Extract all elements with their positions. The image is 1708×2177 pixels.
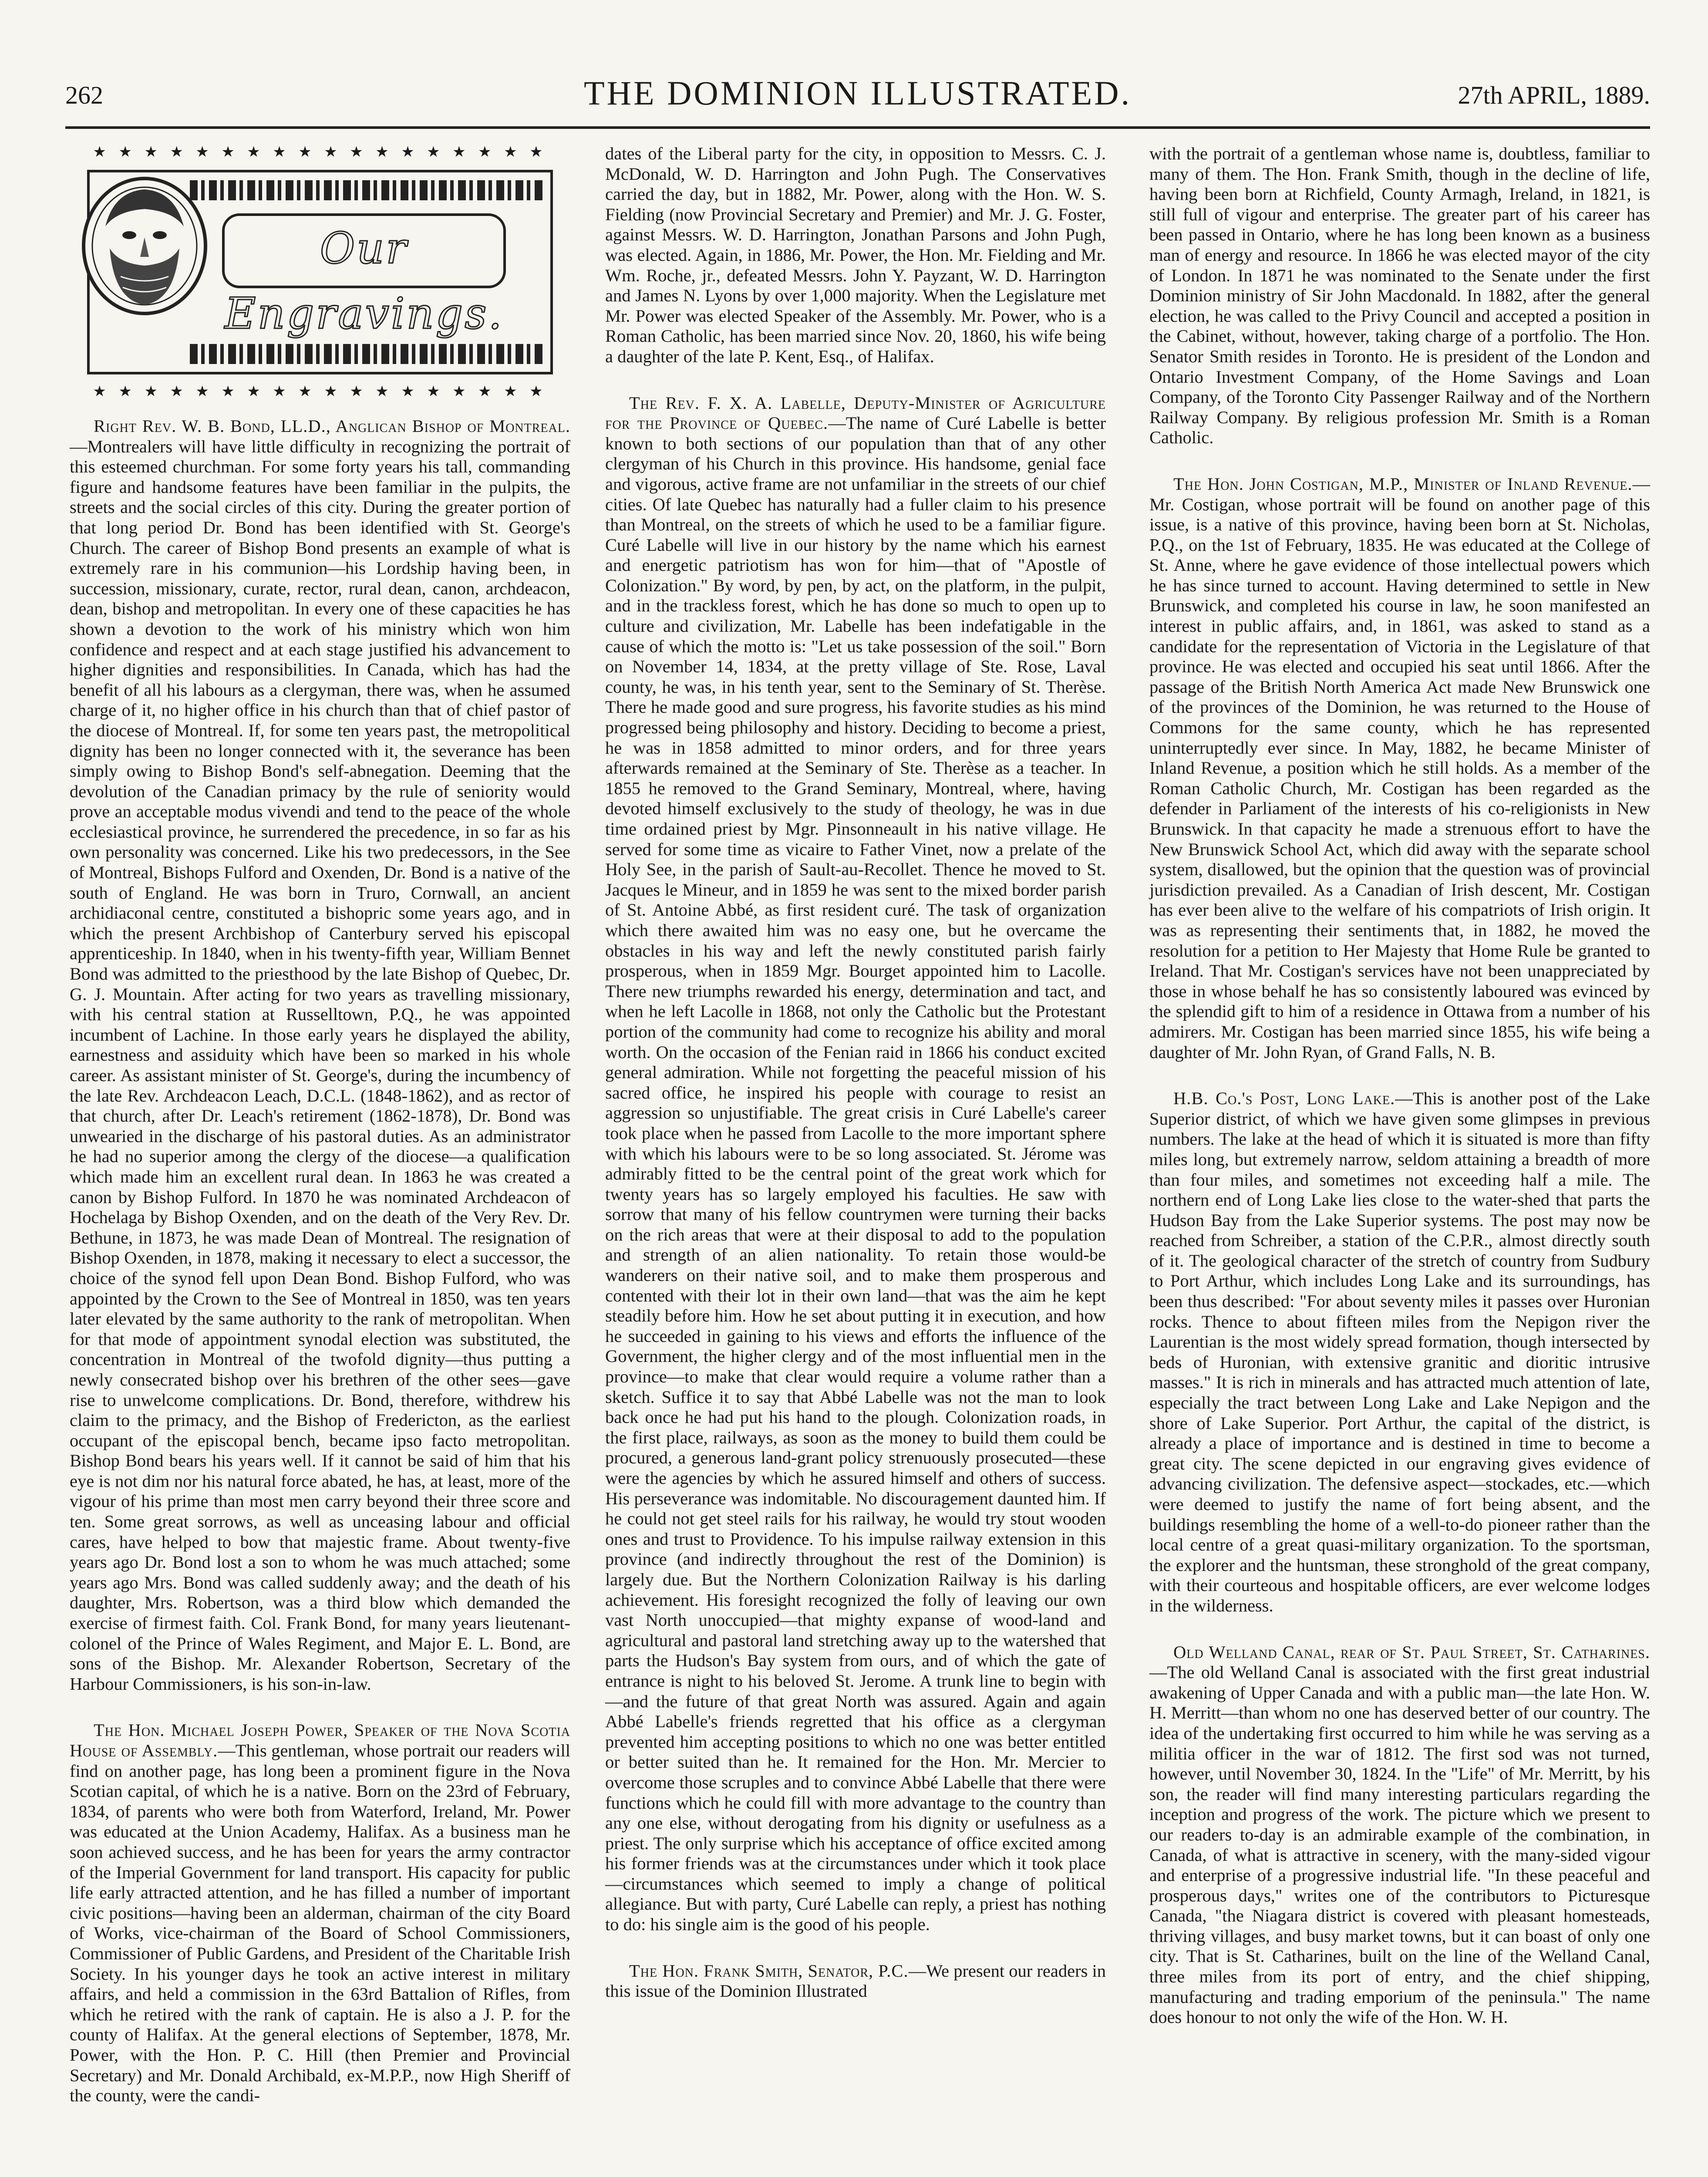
masthead: THE DOMINION ILLUSTRATED. (583, 74, 1132, 112)
column-2 (605, 144, 1106, 2028)
article-body: —The name of Curé Labelle is better known to both sections of our population than that of any other clergyman of his Church in this province. His handsome, genial face and vigorous, active frame are not unfamiliar in the streets of our chief cities. Of late Quebec has naturally had a fuller claim to his presence than Montreal, on the streets of which he used to be a familiar figure. Curé Labelle will live in our history by the name which his earnest and energetic patriotism has won for him—that of "Apostle of Colonization." By word, by pen, by act, on the platform, in the pulpit, and in the trackless forest, which he has done so much to open up to culture and civilization, Mr. Labelle has been indefatigable in the cause of which the motto is: "Let us take possession of the soil." Born on November 14, 1834, at the pretty village of Ste. Rose, Laval county, he was, in his tenth year, sent to the Seminary of St. Therèse. There he made good and sure progress, his favorite studies as his mind progressed being philosophy and history. Deciding to become a priest, he was in 1858 admitted to minor orders, and for three years afterwards remained at the Seminary of Ste. Therèse as a teacher. In 1855 he removed to the Grand Seminary, Montreal, where, having devoted himself exclusively to the study of theology, he was in due time ordained priest by Mgr. Pinsonneault in his native village. He served for some time as vicaire to Father Vinet, now a prelate of the Holy See, in the parish of Sault-au-Recollet. Thence he moved to St. Jacques le Mineur, and in 1859 he was sent to the mixed border parish of St. Antoine Abbé, as first resident curé. The task of organization which there awaited him was no easy one, but he overcame the obstacles in his way and left the newly constituted parish fairly prosperous, when in 1859 Mgr. Bourget appointed him to Lacolle. There new triumphs rewarded his energy, determination and tact, and when he left Lacolle in 1868, not only the Catholic but the Protestant portion of the community had come to recognize his ability and moral worth. On the occasion of the Fenian raid in 1866 his conduct excited general admiration. While not forgetting the peaceful mission of his sacred office, he inspired his people with courage to resist an aggression so unjustifiable. The great crisis in Curé Labelle's career took place when he passed from Lacolle to the more important sphere with which his labours were to be so long associated. St. Jérome was admirably fitted to be the central point of the great work which for twenty years has so largely employed his faculties. He saw with sorrow that many of his fellow countrymen were turning their backs on the rich areas that were at their disposal to add to the population and strength of an alien nationality. To retain those would-be wanderers on their native soil, and to make them prosperous and contented with their lot in their own land—that was the aim he kept steadily before him. How he set about putting it in execution, and how he succeeded in gaining to his views and efforts the influence of the Government, the higher clergy and of the most influential men in the province—to make that clear would require a volume rather than a sketch. Suffice it to say that Abbé Labelle was not the man to look back once he had put his hand to the plough. Colonization roads, in the first place, railways, as soon as the money to build them could be procured, a generous land-grant policy strenuously prosecuted—these were the agencies by which he assured himself and others of success. His perseverance was indomitable. No discouragement daunted him. If he could not get steel rails for his railway, he would try stout wooden ones and trust to Providence. To his impulse railway extension in this province (and indirectly throughout the rest of the Dominion) is largely due. But the Northern Colonization Railway is his darling achievement. His foresight recognized the folly of leaving our own vast North unoccupied—that mighty expanse of wood-land and agricultural and pastoral land stretching away up to the watershed that parts the Hudson's Bay system from ours, and of which the gate of entrance is night to his beloved St. Jerome. A trunk line to begin with—and the future of that great North was assured. Again and again Abbé Labelle's friends regretted that his office as a clergyman prevented him accepting positions to which no one was better entitled or better suited than he. It remained for the Hon. Mr. Mercier to overcome those scruples and to convince Abbé Labelle that there were functions which he could fill with more advantage to the country than any one else, without derogating from his dignity or usefulness as a priest. The only surprise which his acceptance of office excited among his former friends was at the circumstances under which it took place—circumstances which seemed to imply a change of political allegiance. But with party, Curé Labelle can reply, a priest has nothing to do: his single aim is the good of his people. (605, 413, 1106, 1934)
article-bond (70, 416, 570, 1694)
article-smith (605, 1961, 1106, 2002)
greek-key-border-top (190, 180, 546, 200)
article-smith-continued: with the portrait of a gentleman whose name is, doubtless, familiar to many of them. The Hon. Frank Smith, though in the decline of life, having been born at Richfield, County Armagh, Ireland, in 1821, is still full of vigour and enterprise. The greater part of his career has been passed in Ontario, where he has long been known as a business man of energy and resource. In 1866 he was elected mayor of the city of London. In 1871 he was nominated to the Senate under the first Dominion ministry of Sir John Macdonald. In 1882, after the general election, he was called to the Privy Council and accepted a position in the Cabinet, without, however, taking charge of a portfolio. The Hon. Senator Smith resides in Toronto. He is president of the London and Ontario Investment Company, of the Home Savings and Loan Company, of the Toronto City Passenger Railway and of the Northern Railway Company. By religious profession Mr. Smith is a Roman Catholic. (1149, 144, 1650, 448)
section-title: Our Engravings. (222, 213, 506, 288)
article-body: —Montrealers will have little difficulty in recognizing the portrait of this esteemed churchman. For some forty years his tall, commanding figure and handsome features have been familiar in the pulpits, the streets and the social circles of this city. During the greater portion of that long period Dr. Bond has been identified with St. George's Church. The career of Bishop Bond presents an example of what is extremely rare in his communion—his Lordship having been, in succession, missionary, curate, rector, rural dean, canon, archdeacon, dean, bishop and metropolitan. In every one of these capacities he has shown a devotion to the work of his ministry which won him confidence and respect and at each stage justified his advancement to higher dignities and responsibilities. In Canada, which has had the benefit of all his labours as a clergyman, there was, when he assumed charge of it, no higher office in his church than that of chief pastor of the diocese of Montreal. If, for some ten years past, the metropolitical dignity has been no longer connected with it, the severance has been simply owing to Bishop Bond's self-abnegation. Deeming that the devolution of the Canadian primacy by the rule of seniority would prove an acceptable modus vivendi and tend to the peace of the whole ecclesiastical province, he surrendered the precedence, in so far as his own personality was concerned. Like his two predecessors, in the See of Montreal, Bishops Fulford and Oxenden, Dr. Bond is a native of the south of England. He was born in Truro, Cornwall, an ancient archidiaconal centre, constituted a bishopric some years ago, and in which the present Archbishop of Canterbury served his episcopal apprenticeship. In 1840, when in his twenty-fifth year, William Bennet Bond was admitted to the priesthood by the late Bishop of Quebec, Dr. G. J. Mountain. After acting for two years as travelling missionary, with his central station at Russelltown, P.Q., he was appointed incumbent of Lachine. In those early years he displayed the ability, earnestness and assiduity which have been so marked in his whole career. As assistant minister of St. George's, during the incumbency of the late Rev. Archdeacon Leach, D.C.L. (1848-1862), and as rector of that church, after Dr. Leach's retirement (1862-1878), Dr. Bond was unwearied in the discharge of his pastoral duties. As an administrator he had no superior among the clergy of the diocese—a qualification which made him an excellent rural dean. In 1863 he was created a canon by Bishop Fulford. In 1870 he was nominated Archdeacon of Hochelaga by Bishop Oxenden, and on the death of the Very Rev. Dr. Bethune, in 1873, he was made Dean of Montreal. The resignation of Bishop Oxenden, in 1878, making it necessary to elect a successor, the choice of the synod fell upon Dean Bond. Bishop Fulford, who was appointed by the Crown to the See of Montreal in 1850, was ten years later elevated by the same authority to the rank of metropolitan. When for that mode of appointment synodal election was substituted, the concentration in Montreal of the twofold dignity—thus putting a newly consecrated bishop over his brethren of the other sees—gave rise to unwelcome complications. Dr. Bond, therefore, withdrew his claim to the primacy, and the Bishop of Fredericton, as the earliest occupant of the episcopal bench, became ipso facto metropolitan. Bishop Bond bears his years well. If it cannot be said of him that his eye is not dim nor his natural force abated, he has, at least, more of the vigour of his prime than most men carry beyond their three score and ten. Some great sorrows, as well as unceasing labour and official cares, have helped to bow that majestic frame. About twenty-five years ago Dr. Bond lost a son to whom he was much attached; some years ago Mrs. Bond was called suddenly away; and the death of his daughter, Mrs. Robertson, was a third blow which demanded the exercise of firmest faith. Col. Frank Bond, for many years lieutenant-colonel of the Prince of Wales Regiment, and Major E. L. Bond, are sons of the Bishop. Mr. Alexander Robertson, Secretary of the Harbour Commissioners, is his son-in-law. (70, 436, 570, 1694)
article-power (70, 1720, 570, 2106)
article-lead: H.B. Co.'s Post, Long Lake. (1173, 1088, 1395, 1109)
article-body: —This gentleman, whose portrait our readers will find on another page, has long been a prominent figure in the Nova Scotian capital, of which he is a native. Born on the 23rd of February, 1834, of parents who were both from Waterford, Ireland, Mr. Power was educated at the Union Academy, Halifax. As a business man he soon achieved success, and he has been for years the army contractor of the Imperial Government for land transport. His capacity for public life early attracted attention, and he has filled a number of important civic positions—having been an alderman, chairman of the city Board of Works, vice-chairman of the Board of School Commissioners, Commissioner of Public Gardens, and President of the Charitable Irish Society. In his younger days he took an active interest in military affairs, and held a commission in the 63rd Battalion of Rifles, from which he retired with the rank of captain. He is also a J. P. for the county of Halifax. At the general elections of September, 1878, Mr. Power, with the Hon. P. C. Hill (then Premier and Provincial Secretary) and Mr. Donald Archibald, ex-M.P.P., now High Sheriff of the county, were the candi- (70, 1741, 571, 2106)
article-body: —We present our readers in this issue of the Dominion Illustrated (605, 1961, 1106, 2001)
article-labelle (605, 393, 1106, 1935)
article-lead: The Hon. Frank Smith, Senator, P.C. (629, 1961, 909, 1981)
article-lead: The Hon. Michael Joseph Power, Speaker of the Nova Scotia House of Assembly. (70, 1720, 570, 1760)
issue-date: 27th APRIL, 1889. (1458, 81, 1650, 109)
article-body: —The old Welland Canal is associated with the first great industrial awakening of Upper Canada and with a public man—the late Hon. W. H. Merritt—than whom no one has deserved better of our country. The idea of the undertaking first occurred to him while he was serving as a militia officer in the war of 1812. The first sod was not turned, however, until November 30, 1824. In the "Life" of Mr. Merritt, by his son, the reader will find many interesting particulars regarding the inception and progress of the work. The picture which we present to our readers to-day is an admirable example of the combination, in Canada, of what is attractive in scenery, with the many-sided vigour and enterprise of a progressive industrial life. "In these peaceful and prosperous days," writes one of the contributors to Picturesque Canada, "the Niagara district is covered with pleasant homesteads, thriving villages, and busy market towns, but it can boast of only one city. That is St. Catharines, built on the line of the Welland Canal, three miles from its port of entry, and the chief shipping, manufacturing and trading emporium of the peninsula." The name does honour to not only the wife of the Hon. W. H. (1149, 1662, 1650, 2027)
article-welland-canal (1149, 1642, 1650, 2028)
header-rule (65, 126, 1650, 129)
article-lead: The Hon. John Costigan, M.P., Minister of Inland Revenue. (1173, 474, 1633, 494)
section-header-ornament (70, 144, 570, 401)
article-body: —Mr. Costigan, whose portrait will be found on another page of this issue, is a native of this province, having been born at St. Nicholas, P.Q., on the 1st of February, 1835. He was educated at the College of St. Anne, where he gave evidence of those intellectual powers which he has since turned to account. Having determined to settle in New Brunswick, and completed his course in law, he soon manifested an interest in public affairs, and, in 1861, was asked to stand as a candidate for the representation of Victoria in the Legislature of that province. He was elected and occupied his seat until 1866. After the passage of the British North America Act made New Brunswick one of the provinces of the Dominion, he was returned to the House of Commons for the same county, which he has represented uninterruptedly ever since. In May, 1882, he became Minister of Inland Revenue, a position which he still holds. As a member of the Roman Catholic Church, Mr. Costigan has been regarded as the defender in Parliament of the interests of his co-religionists in New Brunswick. In that capacity he made a strenuous effort to have the New Brunswick School Act, which did away with the separate school system, disallowed, but the opinion that the question was of provincial jurisdiction prevailed. As a Canadian of Irish descent, Mr. Costigan has ever been alive to the welfare of his compatriots of Irish origin. It was as representing their sentiments that, in 1882, he moved the resolution for a petition to Her Majesty that Home Rule be granted to Ireland. That Mr. Costigan's services have not been unappreciated by those in whose behalf he has so consistently laboured was evinced by the splendid gift to him of a residence in Ottawa from a number of his admirers. Mr. Costigan has been married since 1855, his wife being a daughter of Mr. John Ryan, of Grand Falls, N. B. (1149, 474, 1650, 1062)
star-border-bottom: ★ ★ ★ ★ ★ ★ ★ ★ ★ ★ ★ ★ ★ ★ ★ ★ ★ ★ (93, 384, 547, 400)
column-3 (1149, 144, 1650, 2054)
article-lead: Right Rev. W. B. Bond, LL.D., Anglican Bishop of Montreal. (94, 416, 570, 436)
article-lead: Old Welland Canal, rear of St. Paul Street, St. Catharines. (1173, 1642, 1650, 1662)
article-long-lake (1149, 1088, 1650, 1616)
article-costigan (1149, 474, 1650, 1062)
article-lead: The Rev. F. X. A. Labelle, Deputy-Minister of Agriculture for the Province of Quebec. (605, 393, 1106, 433)
page-number: 262 (65, 81, 103, 109)
greek-key-border-bottom (190, 344, 546, 364)
star-border-top: ★ ★ ★ ★ ★ ★ ★ ★ ★ ★ ★ ★ ★ ★ ★ ★ ★ ★ (93, 144, 547, 160)
bearded-face-medallion-icon (79, 174, 210, 318)
running-head (65, 74, 1650, 124)
article-body: —This is another post of the Lake Superior district, of which we have given some glimpses in previous numbers. The lake at the head of which it is situated is more than fifty miles long, but extremely narrow, seldom attaining a breadth of more than four miles, and sometimes not exceeding half a mile. The northern end of Long Lake lies close to the water-shed that parts the Hudson Bay from the Lake Superior systems. The post may now be reached from Schreiber, a station of the C.P.R., almost directly south of it. The geological character of the stretch of country from Sudbury to Port Arthur, which includes Long Lake and its surroundings, has been thus described: "For about seventy miles it passes over Huronian rocks. Thence to about fifteen miles from the Nepigon river the Laurentian is the most widely spread formation, though intersected by beds of Huronian, with extensive granitic and dioritic intrusive masses." It is rich in minerals and has attracted much attention of late, especially the tract between Long Lake and Lake Nepigon and the shore of Lake Superior. Port Arthur, the capital of the district, is already a place of importance and is destined in time to become a great city. The scene depicted in our engraving gives evidence of advancing civilization. The defensive aspect—stockades, etc.—which were deemed to justify the name of fort being absent, and the buildings resembling the home of a well-to-do pioneer rather than the local centre of a great quasi-military organization. To the sportsman, the explorer and the huntsman, these stronghold of the great company, with their courteous and hospitable officers, are ever welcome lodges in the wilderness. (1149, 1088, 1650, 1615)
article-power-continued: dates of the Liberal party for the city, in opposition to Messrs. C. J. McDonald, W. D. Harrington and John Pugh. The Conservatives carried the day, but in 1882, Mr. Power, along with the Hon. W. S. Fielding (now Provincial Secretary and Premier) and Mr. J. G. Foster, against Messrs. W. D. Harrington, Jonathan Parsons and John Pugh, was elected. Again, in 1886, Mr. Power, the Hon. Mr. Fielding and Mr. Wm. Roche, jr., defeated Messrs. John Y. Payzant, W. D. Harrington and James N. Lyons by over 1,000 majority. When the Legislature met Mr. Power was elected Speaker of the Assembly. Mr. Power, who is a Roman Catholic, has been married since Nov. 20, 1860, his wife being a daughter of the late P. Kent, Esq., of Halifax. (605, 144, 1106, 366)
column-1 (70, 144, 570, 2132)
